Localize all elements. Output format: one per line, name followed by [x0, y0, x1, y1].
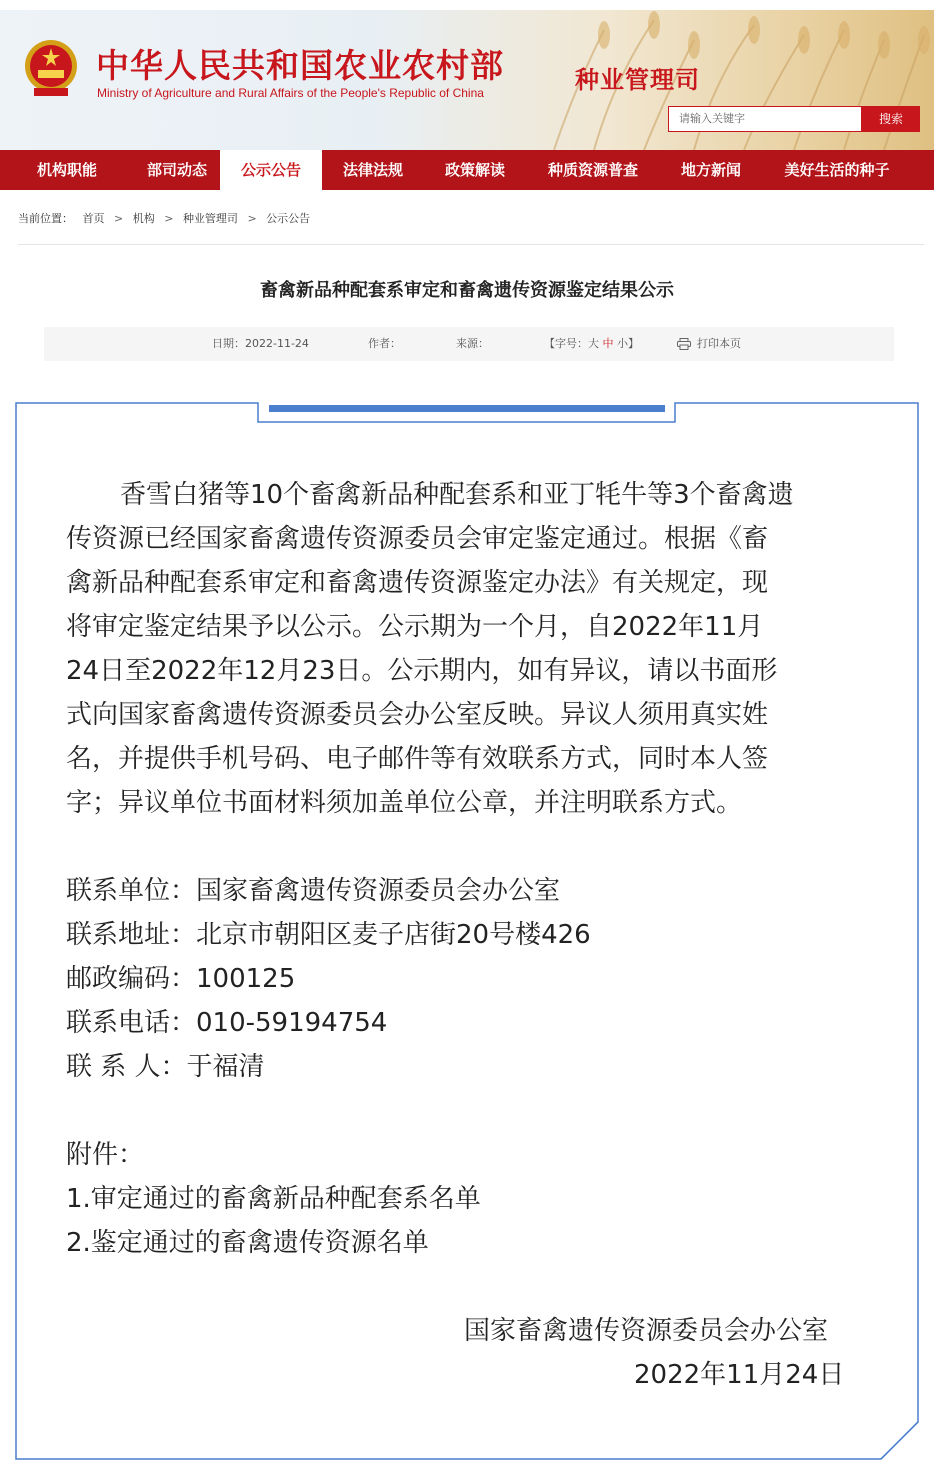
nav-item-laws[interactable]: 法律法规 — [342, 161, 403, 179]
contact-unit: 联系单位：国家畜禽遗传资源委员会办公室 — [66, 876, 561, 906]
notice-line: 式向国家畜禽遗传资源委员会办公室反映。异议人须用真实姓 — [66, 700, 769, 730]
breadcrumb-home[interactable]: 首页 — [82, 212, 105, 225]
attachments-label: 附件： — [66, 1140, 145, 1170]
article-author: 作者： — [368, 337, 401, 350]
article-date: 日期：2022-11-24 — [212, 337, 309, 350]
nav-item-seeds-of-life[interactable]: 美好生活的种子 — [784, 161, 890, 179]
search-input[interactable]: 请输入关键字 — [668, 106, 862, 132]
notice-line: 24日至2022年12月23日。公示期内，如有异议，请以书面形 — [66, 656, 778, 686]
postal-code: 邮政编码：100125 — [66, 964, 296, 994]
notice-line: 将审定鉴定结果予以公示。公示期为一个月，自2022年11月 — [66, 612, 764, 642]
page-title: 畜禽新品种配套系审定和畜禽遗传资源鉴定结果公示 — [260, 280, 674, 301]
notice-line: 禽新品种配套系审定和畜禽遗传资源鉴定办法》有关规定，现 — [66, 568, 769, 598]
attachment-item[interactable]: 2.鉴定通过的畜禽遗传资源名单 — [66, 1228, 429, 1258]
print-label: 打印本页 — [697, 337, 741, 350]
nav-item-policy[interactable]: 政策解读 — [444, 161, 505, 179]
contact-address: 联系地址：北京市朝阳区麦子店街20号楼426 — [66, 920, 591, 950]
nav-item-institution[interactable]: 机构职能 — [36, 161, 97, 179]
font-size-suffix: 】 — [628, 337, 639, 350]
national-emblem-icon — [22, 38, 80, 98]
font-size-prefix: 【字号： — [544, 337, 588, 350]
attachment-item[interactable]: 1.审定通过的畜禽新品种配套系名单 — [66, 1184, 481, 1214]
font-size-large[interactable]: 大 — [588, 337, 599, 350]
font-size-control — [544, 327, 639, 361]
breadcrumb-separator: > — [247, 212, 257, 225]
printer-icon — [677, 338, 691, 350]
notice-line: 传资源已经国家畜禽遗传资源委员会审定鉴定通过。根据《畜 — [66, 524, 769, 554]
breadcrumb-department[interactable]: 种业管理司 — [182, 212, 238, 225]
breadcrumb-separator: > — [164, 212, 174, 225]
site-title-en: Ministry of Agriculture and Rural Affairs of the People's Republic of China — [97, 86, 484, 100]
department-name: 种业管理司 — [575, 65, 700, 94]
breadcrumb — [18, 210, 316, 226]
site-title: 中华人民共和国农业农村部 — [96, 46, 504, 85]
breadcrumb-current[interactable]: 公示公告 — [266, 212, 311, 225]
notice-line: 字；异议单位书面材料须加盖单位公章，并注明联系方式。 — [66, 788, 743, 818]
nav-item-local-news[interactable]: 地方新闻 — [680, 161, 741, 179]
signature-date: 2022年11月24日 — [634, 1360, 845, 1390]
signature-org: 国家畜禽遗传资源委员会办公室 — [464, 1316, 829, 1346]
print-button[interactable] — [677, 327, 741, 361]
site-header — [0, 10, 934, 150]
nav-item-announcements[interactable]: 公示公告 — [220, 150, 322, 190]
nav-item-germplasm-census[interactable]: 种质资源普查 — [547, 161, 638, 179]
font-size-medium[interactable]: 中 — [602, 337, 614, 350]
article-meta-bar — [44, 327, 894, 361]
font-size-small[interactable]: 小 — [617, 337, 628, 350]
notice-line: 香雪白猪等10个畜禽新品种配套系和亚丁牦牛等3个畜禽遗 — [120, 480, 794, 510]
contact-phone: 联系电话：010-59194754 — [66, 1008, 388, 1038]
contact-person: 联 系 人：于福清 — [66, 1052, 265, 1082]
divider — [18, 244, 924, 245]
search-button[interactable]: 搜索 — [862, 106, 920, 132]
nav-item-department-news[interactable]: 部司动态 — [146, 161, 207, 179]
breadcrumb-prefix: 当前位置： — [18, 212, 73, 225]
main-nav — [0, 150, 934, 190]
breadcrumb-institution[interactable]: 机构 — [132, 212, 155, 225]
notice-line: 名，并提供手机号码、电子邮件等有效联系方式，同时本人签 — [66, 744, 769, 774]
article-source: 来源： — [456, 337, 489, 350]
breadcrumb-separator: > — [114, 212, 124, 225]
